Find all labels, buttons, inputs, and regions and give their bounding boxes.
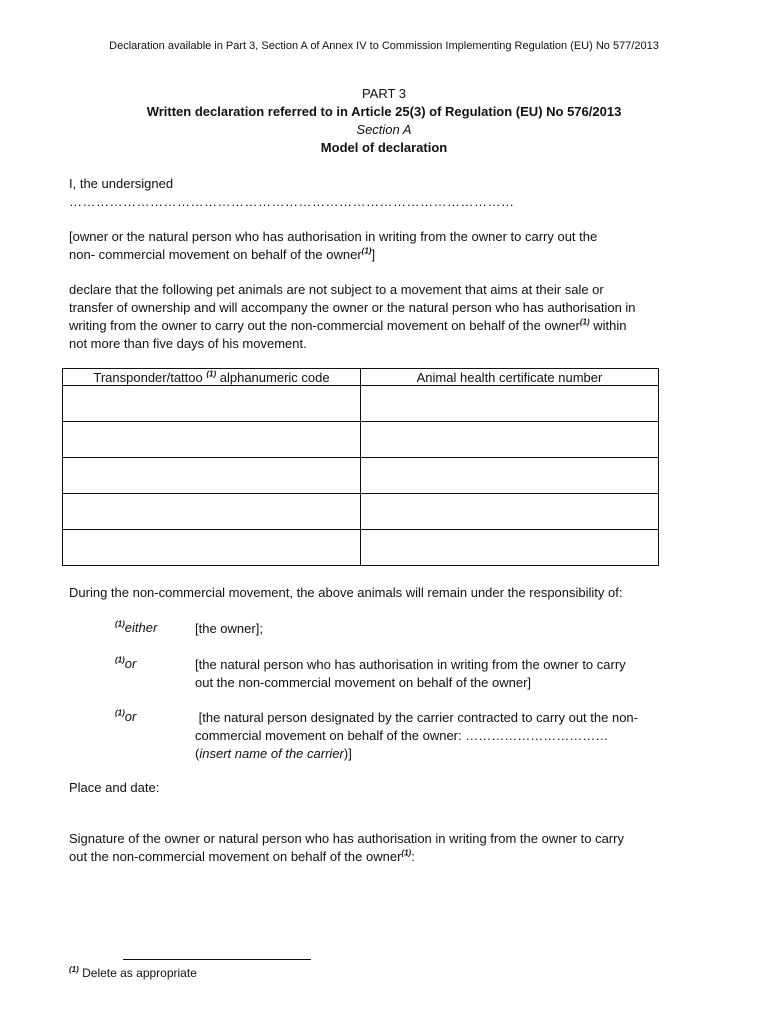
signature-paragraph <box>69 830 699 866</box>
animal-table <box>62 368 659 566</box>
option-or-label-1 <box>115 656 136 671</box>
option-or-text-2 <box>195 709 705 763</box>
section-label: Section A <box>356 122 412 137</box>
table-row <box>63 530 659 566</box>
footnote-ref: (1) <box>206 369 217 379</box>
role-text-line-2-text: non- commercial movement on behalf of the owner <box>69 247 362 262</box>
footnote-ref: (1) <box>579 317 590 327</box>
option-or-label-2 <box>115 709 136 724</box>
option-2-line-2: out the non-commercial movement on behalf of the owner] <box>195 675 532 690</box>
certificate-cell[interactable] <box>361 422 659 458</box>
signature-line-2: out the non-commercial movement on behalf of the owner$^{(1)}$: <box>69 848 415 864</box>
undersigned-text: I, the undersigned <box>69 176 174 191</box>
footnote-ref: (1) <box>115 619 125 629</box>
header-note: Declaration available in Part 3, Section A of Annex IV to Commission Implementing Regulation (EU) No 577/2013 <box>109 40 659 52</box>
option-label-text: either <box>124 620 158 635</box>
responsibility-text: During the non-commercial movement, the above animals will remain under the responsibility of: <box>69 585 623 600</box>
certificate-cell[interactable] <box>361 386 659 422</box>
option-3-line-1: [the natural person designated by the carrier contracted to carry out the non- <box>195 710 638 725</box>
col-header-transponder <box>63 369 361 386</box>
role-text-line-1: [owner or the natural person who has authorisation in writing from the owner to carry out the <box>69 229 598 244</box>
table-header-row <box>63 369 659 386</box>
role-text <box>69 228 699 264</box>
col-header-certificate: Animal health certificate number <box>361 369 659 386</box>
option-2-line-1: [the natural person who has authorisation in writing from the owner to carry <box>195 657 626 672</box>
col-header-transponder-a: Transponder/tattoo <box>93 369 207 385</box>
footnote-separator <box>123 959 311 960</box>
role-text-line-2: non- commercial movement on behalf of the owner$^{(1)}$] <box>69 246 376 262</box>
table-row <box>63 422 659 458</box>
footnote-ref: (1) <box>115 655 125 665</box>
transponder-cell[interactable] <box>63 386 361 422</box>
document-title: Written declaration referred to in Article 25(3) of Regulation (EU) No 576/2013 <box>146 104 622 119</box>
declare-line-3 <box>69 317 699 335</box>
col-header-transponder-b: alphanumeric code <box>216 369 330 385</box>
declare-line-4: not more than five days of his movement. <box>69 336 307 351</box>
footnote <box>69 966 197 980</box>
certificate-cell[interactable] <box>361 494 659 530</box>
transponder-cell[interactable] <box>63 530 361 566</box>
place-date-label: Place and date: <box>69 780 160 795</box>
option-label-text: or <box>124 656 137 671</box>
declare-line-3-text: writing from the owner to carry out the non-commercial movement on behalf of the owner <box>69 318 580 333</box>
option-3-line-2: commercial movement on behalf of the owner: …………………………… <box>195 728 609 743</box>
option-label-text: or <box>124 709 137 724</box>
signature-line-2-text: out the non-commercial movement on behalf of the owner <box>69 849 402 864</box>
carrier-name-placeholder: insert name of the carrier <box>199 746 344 761</box>
footnote-ref: (1) <box>69 965 79 974</box>
declare-line-1: declare that the following pet animals are not subject to a movement that aims at their sale or <box>69 282 604 297</box>
option-either-text: [the owner]; <box>195 621 263 636</box>
footnote-ref: (1) <box>115 708 125 718</box>
transponder-cell[interactable] <box>63 458 361 494</box>
certificate-cell[interactable] <box>361 530 659 566</box>
table-row <box>63 494 659 530</box>
certificate-cell[interactable] <box>361 458 659 494</box>
declare-line-2: transfer of ownership and will accompany the owner or the natural person who has authorisation in <box>69 300 636 315</box>
option-either-label <box>115 620 157 635</box>
declare-line-3-end: within <box>589 318 627 333</box>
footnote-ref: (1) <box>401 848 412 858</box>
table-row <box>63 458 659 494</box>
transponder-cell[interactable] <box>63 422 361 458</box>
footnote-text: Delete as appropriate <box>78 966 197 980</box>
signature-line-1: Signature of the owner or natural person who has authorisation in writing from the owner to carry <box>69 831 624 846</box>
model-label: Model of declaration <box>320 140 448 155</box>
declaration-paragraph <box>69 281 699 353</box>
table-row <box>63 386 659 422</box>
option-3-line-3: (insert name of the carrier)] <box>195 746 352 761</box>
name-dotted-line: ……………………………………………………………………………………… <box>69 194 515 209</box>
part-label: PART 3 <box>361 86 407 101</box>
footnote-ref: (1) <box>361 246 372 256</box>
option-or-text-1 <box>195 656 695 692</box>
transponder-cell[interactable] <box>63 494 361 530</box>
